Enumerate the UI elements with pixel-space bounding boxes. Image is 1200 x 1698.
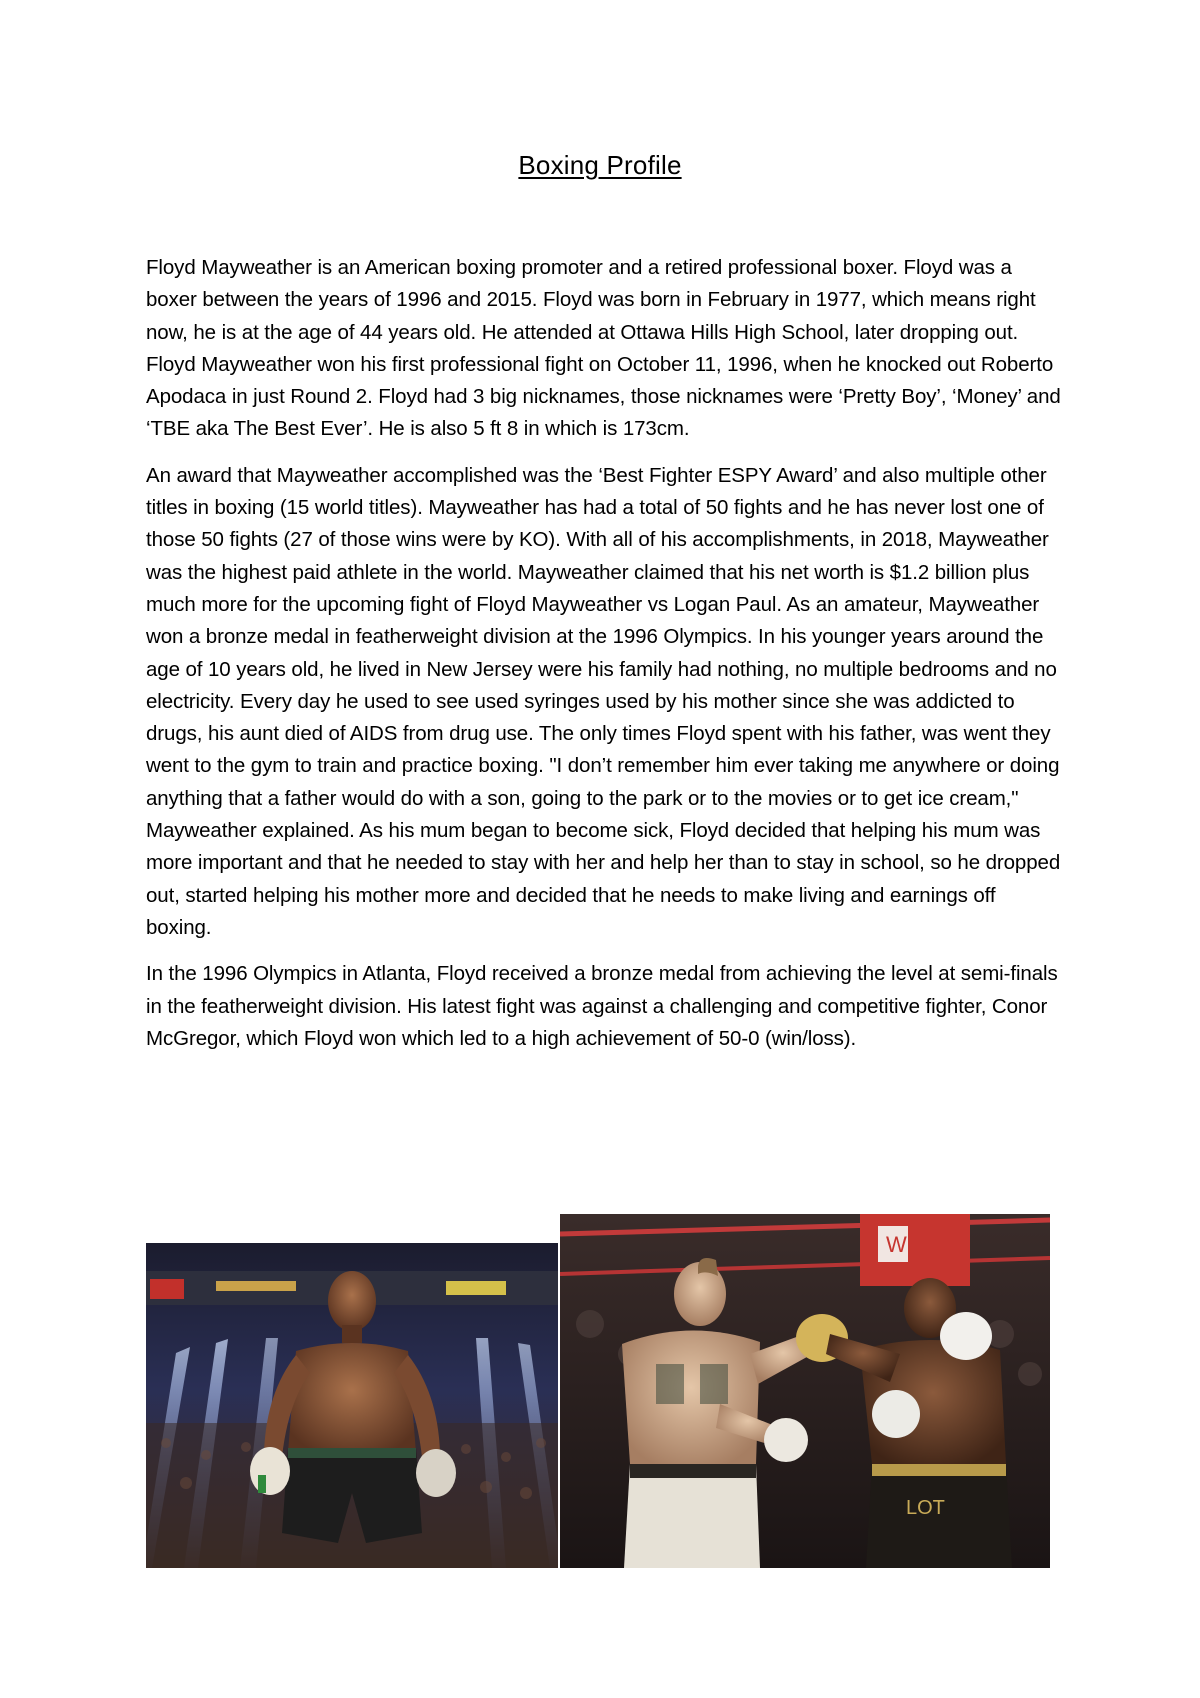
fight-photo-graphic <box>560 1214 1050 1568</box>
paragraph-1: Floyd Mayweather is an American boxing promoter and a retired professional boxer. Floyd was a boxer between the years of 1996 and 2015. Floyd was born in February in 1977, which means right now, he is at the age of 44 years old. He attended at Ottawa Hills High School, later dropping out. Floyd Mayweather won his first professional fight on October 11, 1996, when he knocked out Roberto Apodaca in just Round 2. Floyd had 3 big nicknames, those nicknames were ‘Pretty Boy’, ‘Money’ and ‘TBE aka The Best Ever’. He is also 5 ft 8 in which is 173cm. <box>146 256 1061 441</box>
body-text <box>146 252 1066 1069</box>
paragraph-2: An award that Mayweather accomplished was the ‘Best Fighter ESPY Award’ and also multiple other titles in boxing (15 world titles). Mayweather has had a total of 50 fights and he has never lost one of those 50 fights (27 of those wins were by KO). With all of his accomplishments, in 2018, Mayweather was the highest paid athlete in the world. Mayweather claimed that his net worth is $1.2 billion plus much more for the upcoming fight of Floyd Mayweather vs Logan Paul. As an amateur, Mayweather won a bronze medal in featherweight division at the 1996 Olympics. In his younger years around the age of 10 years old, he lived in New Jersey were his family had nothing, no multiple bedrooms and no electricity. Every day he used to see used syringes used by his mother since she was addicted to drugs, his aunt died of AIDS from drug use. The only times Floyd spent with his father, was went they went to the gym to train and practice boxing. "I don’t remember him ever taking me anywhere or doing anything that a father would do with a son, going to the park or to the movies or to get ice cream," Mayweather explained. As his mum began to become sick, Floyd decided that helping his mum was more important and that he needed to stay with her and help her than to stay in school, so he dropped out, started helping his mother more and decided that he needs to make living and earnings off boxing. <box>146 463 1061 939</box>
svg-text:W: W <box>886 1232 907 1257</box>
page-title: Boxing Profile <box>518 150 682 180</box>
paragraph-3: In the 1996 Olympics in Atlanta, Floyd received a bronze medal from achieving the level at semi-finals in the featherweight division. His latest fight was against a challenging and competitive fighter, Conor McGregor, which Floyd won which led to a high achievement of 50-0 (win/loss). <box>146 962 1058 1050</box>
svg-text:LOT: LOT <box>906 1497 945 1519</box>
arena-photo-graphic <box>146 1243 558 1568</box>
mayweather-arena-photo <box>146 1243 558 1568</box>
mayweather-mcgregor-fight-photo <box>560 1214 1050 1568</box>
